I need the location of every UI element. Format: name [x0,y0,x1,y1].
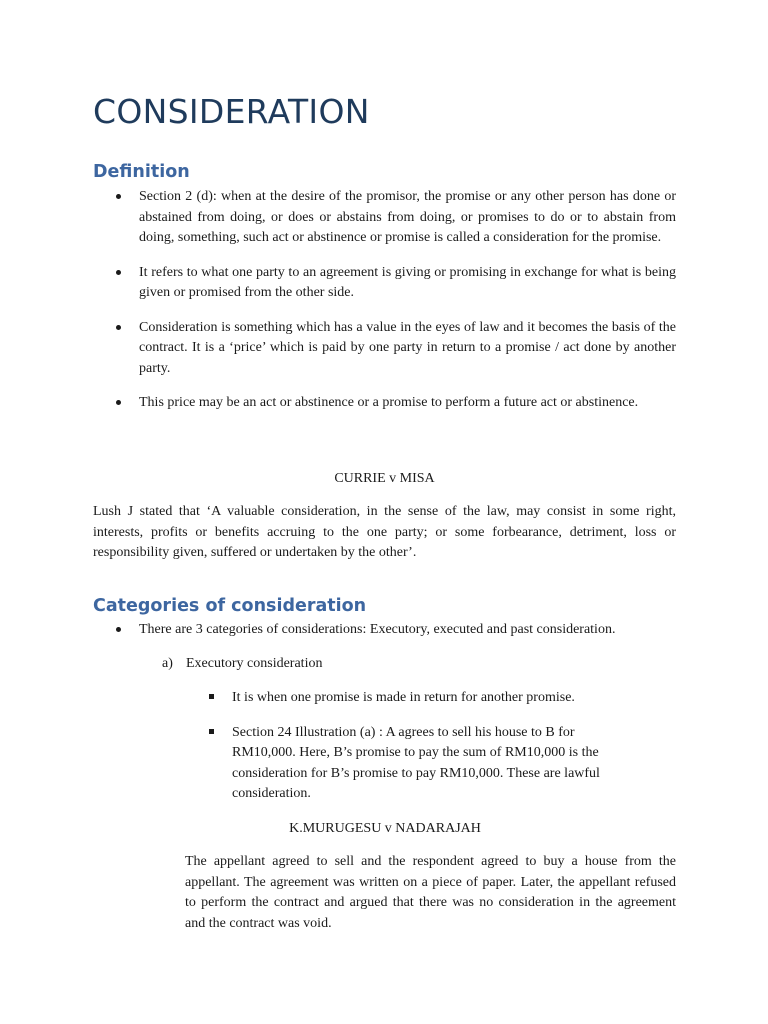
document-title: CONSIDERATION [93,92,370,131]
definition-bullet-item: Consideration is something which has a value in the eyes of law and it becomes the basis of the contract. It is a ‘price’ which is paid by one party in return to a promise / act done by another party. [93,318,676,380]
case-summary-murugesu-v-nadarajah: The appellant agreed to sell and the respondent agreed to buy a house from the appellant. The agreement was written on a piece of paper. Later, the appellant refused to perform the contract and argued that there was no consideration in the agreement and the contract was void. [185,854,676,931]
definition-bullet-item: Section 2 (d): when at the desire of the promisor, the promise or any other person has done or abstained from doing, or does or abstains from doing, or promises to do or to abstain from doing, something, such act or abstinence or promise is called a consideration for the promise. [93,187,676,249]
definition-bullet-item: This price may be an act or abstinence or a promise to perform a future act or abstinence. [93,393,676,414]
case-title-currie-v-misa: CURRIE v MISA [334,471,435,486]
categories-bullet-item: There are 3 categories of considerations: Executory, executed and past consideration. [93,620,676,641]
case-summary-currie-v-misa: Lush J stated that ‘A valuable consideration, in the sense of the law, may consist in some right, interests, profits or benefits accruing to the one party; or some forbearance, detriment, loss or responsibility given, suffered or undertaken by the other’. [93,504,676,560]
categories-bullet-list [93,620,676,655]
definition-bullet-list [93,187,676,428]
executory-consideration-label [162,654,322,674]
categories-heading: Categories of consideration [93,596,367,616]
executory-bullet-list [209,688,629,819]
executory-consideration-text: Executory consideration [186,656,323,671]
executory-bullet-item: It is when one promise is made in return for another promise. [209,688,629,709]
definition-bullet-item: It refers to what one party to an agreement is giving or promising in exchange for what is being given or promised from the other side. [93,263,676,304]
executory-bullet-item: Section 24 Illustration (a) : A agrees to sell his house to B for RM10,000. Here, B’s promise to pay the sum of RM10,000 is the consideration for B’s promise to pay RM10,000. These are lawful consideration. [209,723,629,805]
list-marker: a) [162,656,173,671]
definition-heading: Definition [93,162,190,182]
case-title-murugesu-v-nadarajah: K.MURUGESU v NADARAJAH [289,821,481,836]
